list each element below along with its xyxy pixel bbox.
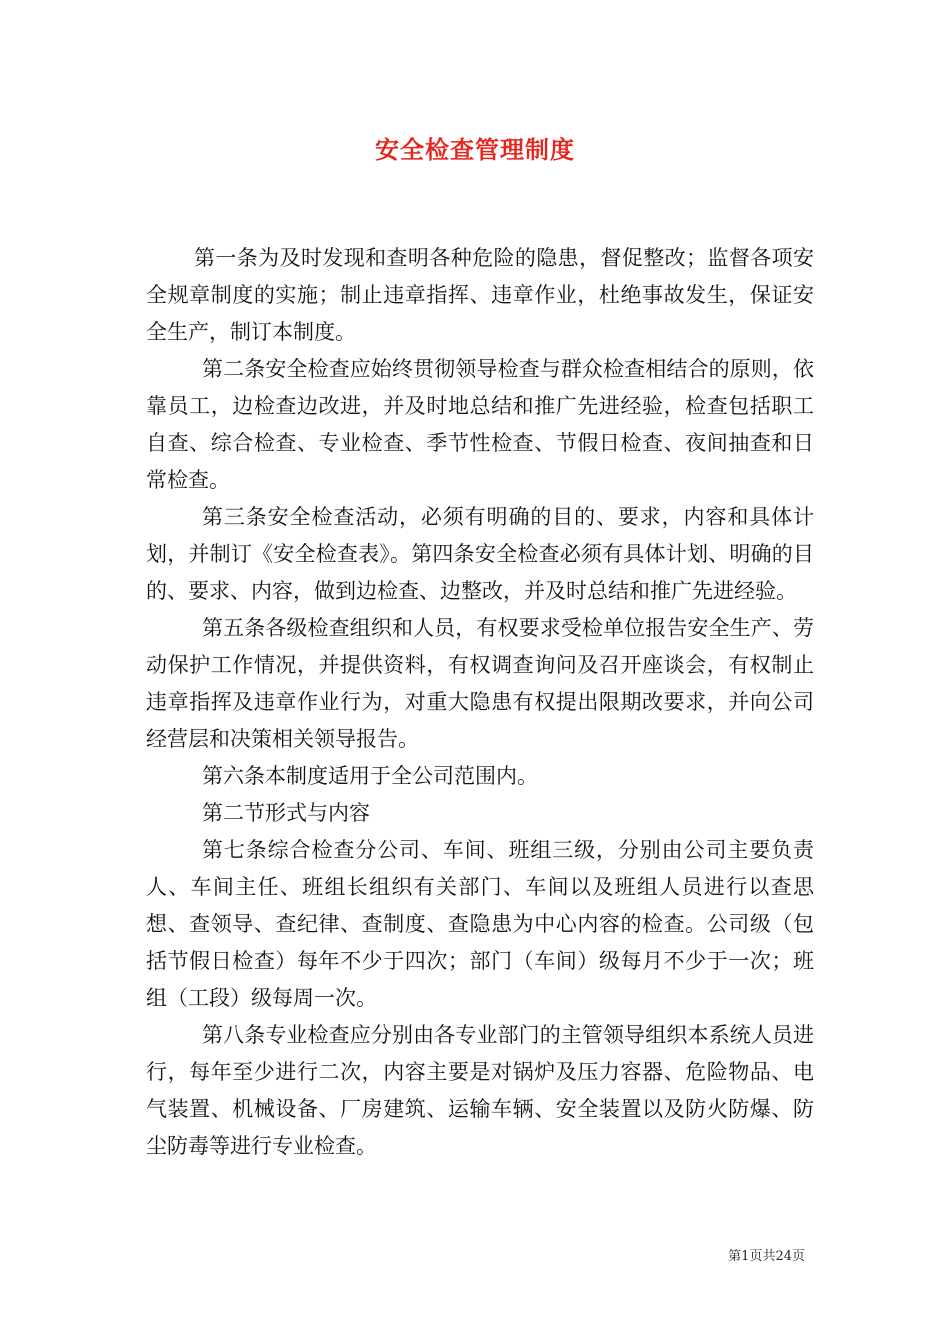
- paragraph-article-7: 第七条综合检查分公司、车间、班组三级，分别由公司主要负责人、车间主任、班组长组织有关部门、车间以及班组人员进行以查思想、查领导、查纪律、查制度、查隐患为中心内容的检查。公司级（包括节假日检查）每年不少于四次；部门（车间）级每月不少于一次；班组（工段）级每周一次。: [146, 838, 814, 1010]
- document-body: [146, 240, 814, 1165]
- paragraph-article-5: 第五条各级检查组织和人员，有权要求受检单位报告安全生产、劳动保护工作情况，并提供资料，有权调查询问及召开座谈会，有权制止违章指挥及违章作业行为，对重大隐患有权提出限期改要求，并向公司经营层和决策相关领导报告。: [146, 616, 814, 751]
- page-number: 第1页共24页: [728, 1249, 805, 1264]
- section-heading: 第二节形式与内容: [202, 801, 370, 825]
- document-title: 安全检查管理制度: [375, 135, 575, 164]
- paragraph-article-6: 第六条本制度适用于全公司范围内。: [202, 764, 538, 788]
- paragraph-article-8: 第八条专业检查应分别由各专业部门的主管领导组织本系统人员进行，每年至少进行二次，内容主要是对锅炉及压力容器、危险物品、电气装置、机械设备、厂房建筑、运输车辆、安全装置以及防火防爆、防尘防毒等进行专业检查。: [146, 1023, 814, 1158]
- paragraph-article-3-4: 第三条安全检查活动，必须有明确的目的、要求，内容和具体计划，并制订《安全检查表》。第四条安全检查必须有具体计划、明确的目的、要求、内容，做到边检查、边整改，并及时总结和推广先进经验。: [146, 505, 814, 603]
- paragraph-article-1: 第一条为及时发现和查明各种危险的隐患，督促整改；监督各项安全规章制度的实施；制止违章指挥、违章作业，杜绝事故发生，保证安全生产，制订本制度。: [146, 246, 814, 344]
- paragraph-article-2: 第二条安全检查应始终贯彻领导检查与群众检查相结合的原则，依靠员工，边检查边改进，并及时地总结和推广先进经验，检查包括职工自查、综合检查、专业检查、季节性检查、节假日检查、夜间抽查和日常检查。: [146, 357, 814, 492]
